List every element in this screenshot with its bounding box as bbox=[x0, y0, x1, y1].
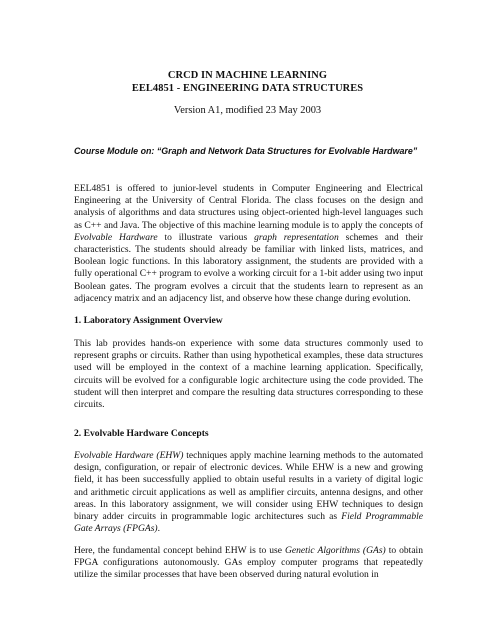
section1-heading: 1. Laboratory Assignment Overview bbox=[74, 315, 223, 326]
section2-em-ga: Genetic Algorithms (GAs) bbox=[284, 545, 386, 556]
section2-paragraph1 bbox=[74, 450, 423, 535]
section2-p2-start: Here, the fundamental concept behind EHW is to use bbox=[74, 545, 285, 556]
section2-text-a: techniques apply machine learning methods to the automated design, configuration, or repair of electronic devices. While EHW is a new and growing field, it has been successfully applied to obtain useful results in a variety of digital logic and arithmetic circuit applications as well as amplifier circuits, antenna designs, and other areas. In this laboratory assignment, we will consider using EHW techniques to design binary adder circuits in programmable logic architectures such as bbox=[74, 450, 423, 523]
doc-title-line2: EEL4851 - ENGINEERING DATA STRUCTURES bbox=[131, 83, 364, 94]
version-line: Version A1, modified 23 May 2003 bbox=[173, 105, 322, 116]
doc-title-line1: CRCD IN MACHINE LEARNING bbox=[167, 70, 328, 81]
intro-paragraph bbox=[74, 183, 423, 305]
section2-heading: 2. Evolvable Hardware Concepts bbox=[74, 428, 209, 439]
section2-p2-text: to obtain FPGA configurations autonomously. GAs employ computer programs that repeatedly utilize the similar processes that have been observed during natural evolution in bbox=[74, 545, 423, 581]
intro-em-graph-representation: graph representation bbox=[254, 231, 339, 243]
section2-em-ehw: Evolvable Hardware (EHW) bbox=[74, 450, 184, 461]
intro-text-b: to illustrate various bbox=[157, 231, 255, 243]
intro-text-c: schemes and their characteristics. The students should already be familiar with linked lists, matrices, and Boolean logic functions. In this laboratory assignment, the students are provided with a fully operational C++ program to evolve a working circuit for a 1-bit adder using two input Boolean gates. The program evolves a circuit that the students learn to represent as an adjacency matrix and an adjacency list, and observe how these change during evolution. bbox=[74, 231, 424, 304]
intro-text-a: EEL4851 is offered to junior-level students in Computer Engineering and Electrical Engineering at the University of Central Florida. The class focuses on the design and analysis of algorithms and data structures using object-oriented high-level languages such as C++ and Java. The objective of this machine learning module is to apply the concepts of bbox=[74, 183, 423, 231]
section2-text-end: . bbox=[157, 523, 161, 535]
section2-em-fpga: Field Programmable Gate Arrays (FPGAs) bbox=[74, 511, 423, 535]
intro-em-evolvable-hardware: Evolvable Hardware bbox=[74, 231, 158, 243]
section2-paragraph2 bbox=[74, 545, 423, 582]
section1-paragraph: This lab provides hands-on experience with some data structures commonly used to represent graphs or circuits. Rather than using hypothetical examples, these data structures used will be employed in the context of a machine learning application. Specifically, circuits will be evolved for a configurable logic architecture using the code provided. The student will then interpret and compare the resulting data structures corresponding to these circuits. bbox=[74, 338, 423, 411]
course-module-line: Course Module on: “Graph and Network Data Structures for Evolvable Hardware” bbox=[74, 146, 418, 156]
